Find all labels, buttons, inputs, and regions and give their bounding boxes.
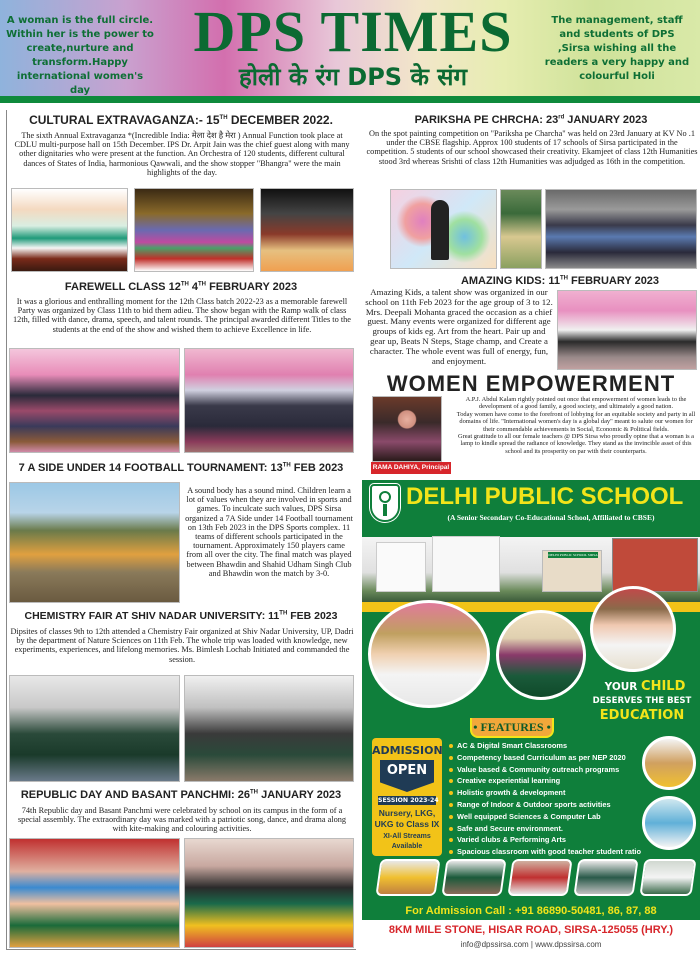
principal-caption: RAMA DAHIYA, Principal: [371, 462, 451, 474]
admission-call-text: For Admission Call : +91 86890-50481, 86, 87, 88: [405, 905, 657, 917]
football-body: A sound body has a sound mind. Children learn a lot of values when they are involved in sports and games. To inculcate such values, DPS Sirsa organized a 7A Side under 14 Football tournament on 13th Feb 2023 in the DPS Sports complex. 11 teams of different schools participated in the tournament. Approximately 150 players came from all over the city. The final match was played between Bhawdin and Shahid Udham Singh Club and Bhawdin won the match by 3-0.: [185, 486, 353, 578]
classes-text: Nursery, LKG, UKG to Class IX: [374, 808, 440, 829]
thumbnail-photo: [375, 859, 440, 896]
student-books-photo: [590, 586, 676, 672]
session-text: SESSION 2023-24: [378, 797, 439, 804]
cultural-photo-1: [11, 188, 128, 272]
thumbnail-photo: [639, 859, 696, 896]
feature-item: Varied clubs & Performing Arts: [448, 834, 636, 846]
thumbnail-photo: [507, 859, 572, 896]
farewell-photo-2: [184, 348, 354, 453]
cultural-body: The sixth Annual Extravaganza *(Incredible India: मेला देश है मेरा ) Annual Function took place at CDLU multi-purpose hall on 15th December. IPS Dr. Arpit Jain was the chief guest along with many other dignitaries who were present at the function. An Orchestra of 120 students, different cultural dances of States of India, harmonious Qawwali, and the show stopper "Bhangra" were the main highlights of the day.: [14, 131, 350, 177]
women-para-1: A.P.J. Abdul Kalam rightly pointed out once that empowerment of women leads to the development of a good family, a good society, and ultimately a good nation.: [465, 396, 687, 411]
pariksha-photo-2: [500, 189, 542, 269]
masthead: [0, 0, 700, 103]
feature-item: Creative experiential learning: [448, 775, 636, 787]
chemistry-heading: CHEMISTRY FAIR AT SHIV NADAR UNIVERSITY: 11TH FEB 2023: [24, 610, 338, 622]
dps-logo-icon: [370, 484, 400, 522]
education-text: EDUCATION: [599, 708, 685, 723]
school-name: DELHI PUBLIC SCHOOL: [406, 483, 684, 510]
cultural-photo-3: [260, 188, 354, 272]
streams-text: XI-All Streams Available: [383, 833, 431, 850]
republic-photo-1: [9, 838, 180, 948]
address-text: 8KM MILE STONE, HISAR ROAD, SIRSA-125055 (HRY.): [388, 924, 674, 936]
address-strip: [362, 920, 700, 954]
features-label: • FEATURES •: [470, 718, 554, 738]
feature-item: Spacious classroom with good teacher student ratio: [448, 846, 636, 858]
school-tagline: (A Senior Secondary Co-Educational School, Affiliated to CBSE): [447, 513, 655, 522]
feature-item: Well equipped Sciences & Computer Lab: [448, 811, 636, 823]
feature-item: Safe and Secure environment.: [448, 823, 636, 835]
cultural-heading: CULTURAL EXTRAVAGANZA:- 15TH DECEMBER 2022.: [29, 113, 333, 127]
farewell-photo-1: [9, 348, 180, 453]
feature-item: Holistic growth & development: [448, 787, 636, 799]
building-sign: DELHI PUBLIC SCHOOL SIRSA: [548, 553, 598, 557]
open-text: OPEN: [386, 763, 428, 778]
admission-text: ADMISSION: [372, 744, 443, 757]
womens-day-quote: A woman is the full circle. Within her is the power to create,nurture and transform.Happy international women's day: [6, 15, 154, 96]
classroom-photo: [496, 610, 586, 700]
feature-item: Value based & Community outreach programs: [448, 764, 636, 776]
kids-photo: [557, 290, 697, 370]
admission-badge: [372, 738, 442, 856]
pariksha-photo-3: [545, 189, 697, 269]
thumbnail-photo: [573, 859, 638, 896]
students-reading-photo: [368, 600, 490, 708]
women-body: [454, 396, 698, 455]
holi-wishes: The management, staff and students of DPS ,Sirsa wishing all the readers a very happy and colourful Holi: [544, 15, 690, 82]
feature-item: Competency based Curriculum as per NEP 2020: [448, 752, 636, 764]
women-para-2: Today women have come to the forefront of lobbying for an equitable society and party in all domains of life. "International women's day is a global day" meant to salute our women for their commendable achievements in Social, Economic & Political fields.: [456, 410, 696, 433]
holi-subtitle: होली के रंग DPS के संग: [239, 63, 467, 91]
republic-body: 74th Republic day and Basant Panchmi were celebrated by school on its campus in the form of a special assembly. The extraordinary day was marked with a patriotic song, dance, and drama along with kite-making and colouring activities.: [17, 806, 347, 834]
football-heading: 7 A SIDE UNDER 14 FOOTBALL TOURNAMENT: 13TH FEB 2023: [18, 462, 344, 474]
feature-item: AC & Digital Smart Classrooms: [448, 740, 636, 752]
contact-text[interactable]: info@dpssirsa.com | www.dpssirsa.com: [460, 940, 602, 949]
deserves-text: DESERVES THE BEST: [592, 696, 692, 706]
kids-body: Amazing Kids, a talent show was organized in our school on 11th Feb 2023 for the age group of 3 to 12. Mrs. Deepali Mohanta graced the occasion as a chief guest. Many events were organized for different age groups of kids eg. Art from the heart. Pair up and gear up, Beats N Steps, Stage champ, and Create a character. The whole event was full of energy, fun, and enjoyment.: [365, 287, 553, 366]
republic-heading: REPUBLIC DAY AND BASANT PANCHMI: 26TH JANUARY 2023: [20, 789, 342, 801]
chemistry-photo-1: [9, 675, 180, 782]
chemistry-photo-2: [184, 675, 354, 782]
farewell-body: It was a glorious and enthralling moment for the 12th Class batch 2022-23 as a memorable farewell Party was organized by Class 11th to bid them adieu. The show began with the Ramp walk of class 12th, filled with dance, drama, speech, and talent rounds. The principal awarded different Titles to the students at the end of the show and wished them to achieve Excellence in life.: [13, 297, 351, 334]
football-photo: [9, 482, 180, 603]
principal-photo: [372, 396, 442, 462]
women-heading: WOMEN EMPOWERMENT: [386, 372, 676, 396]
thumbnail-photo: [441, 859, 506, 896]
yoga-figure: [431, 200, 449, 260]
pariksha-heading: PARIKSHA PE CHRCHA: 23rd JANUARY 2023: [414, 114, 648, 126]
features-list: [448, 740, 641, 858]
your-child-text: YOUR CHILD: [604, 679, 686, 694]
activity-circle-photo-1: [642, 736, 696, 790]
activity-circle-photo-2: [642, 796, 696, 850]
kids-heading: AMAZING KIDS: 11TH FEBRUARY 2023: [460, 275, 660, 287]
chemistry-body: Dipsites of classes 9th to 12th attended a Chemistry Fair organized at Shiv Nadar University, UP, Dadri by the department of Nature Sciences on 11th Feb. The whole trip was loaded with knowledge, new experiments, experiences, and lifelong memories. Ms. Bimlesh Lochab Initiated and commanded the session.: [10, 627, 354, 664]
pariksha-body: On the spot painting competition on "Pariksha pe Charcha" was held on 23rd January at KV No .1 under the CBSE flagship. Approx 100 students of 17 schools of Sirsa participated in the competition. 5 students of our school showcased their creativity. Ekamjeet of class 12th Humanities stood 3rd whereas Srishti of class 12th Humanities was adjudged as 16th in the competition.: [366, 129, 698, 166]
cultural-photo-2: [134, 188, 254, 272]
farewell-heading: FAREWELL CLASS 12TH 4TH FEBRUARY 2023: [64, 281, 298, 293]
admission-advertisement: [362, 480, 700, 954]
pariksha-photo-1: [390, 189, 497, 269]
feature-item: Range of Indoor & Outdoor sports activities: [448, 799, 636, 811]
newspaper-title: DPS TIMES: [193, 0, 513, 64]
women-para-3: Great gratitude to all our female teachers @ DPS Sirsa who proudly opine that a woman is a lamp to kindle spread the radiance of knowledge. They stand as the invincible asset of this school and its prosperity on par with their counterparts.: [457, 433, 695, 455]
republic-photo-2: [184, 838, 354, 948]
